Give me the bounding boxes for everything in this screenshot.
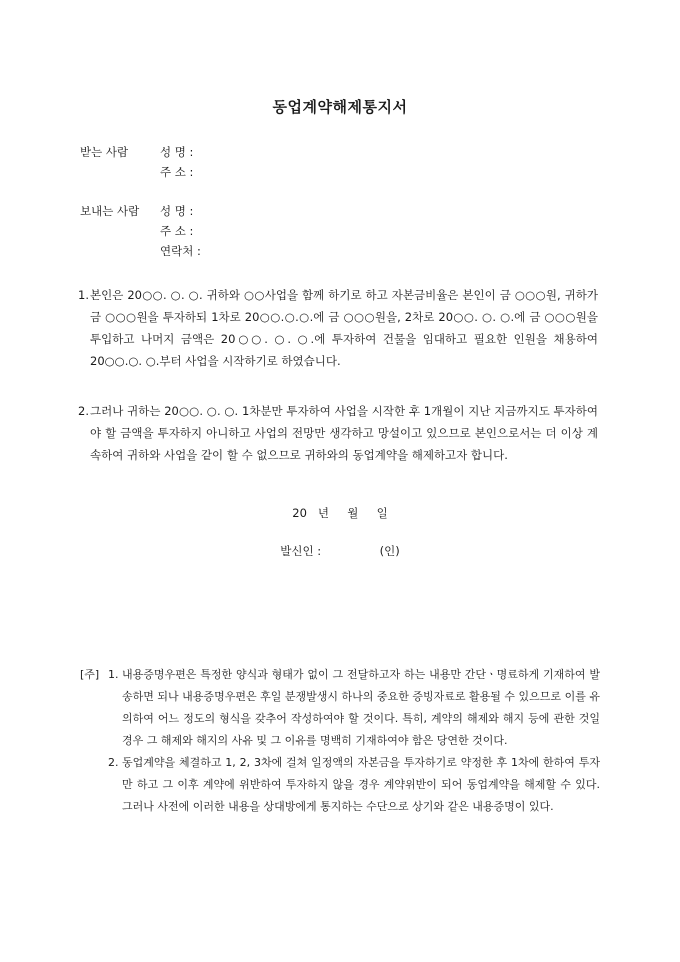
signer-line: 발신인 : (인)	[280, 544, 400, 558]
sender-name-label: 성 명 :	[160, 204, 194, 218]
paragraph	[78, 400, 598, 466]
paragraph	[78, 284, 598, 372]
note-item	[108, 664, 600, 752]
note-text: 동업계약을 체결하고 1, 2, 3차에 걸쳐 일정액의 자본금을 투자하기로 약정한 후 1차에 한하여 투자만 하고 그 이후 계약에 위반하여 투자하지 않을 경우 계약위반이 되어 동업계약을 해제할 수 있다. 그러나 사전에 이러한 내용을 상대방에게 통지하는 수단으로 상기와 같은 내용증명이 있다.	[122, 756, 600, 813]
paragraph-text: 그러나 귀하는 20○○. ○. ○. 1차분만 투자하여 사업을 시작한 후 1개월이 지난 지금까지도 투자하여야 할 금액을 투자하지 아니하고 사업의 전망만 생각하고 망설이고 있으므로 본인으로서는 더 이상 계속하여 귀하와 사업을 같이 할 수 없으므로 귀하와의 동업계약을 해제하고자 합니다.	[90, 404, 598, 462]
note-number: 2.	[108, 756, 119, 769]
notes-tag: [주]	[80, 668, 100, 681]
recipient-role: 받는 사람	[80, 145, 129, 159]
body-paragraph-1	[78, 284, 598, 372]
notes-block	[80, 664, 600, 818]
body-paragraph-2	[78, 400, 598, 466]
note-text: 내용증명우편은 특정한 양식과 형태가 없이 그 전달하고자 하는 내용만 간단ㆍ명료하게 기재하여 발송하면 되나 내용증명우편은 후일 분쟁발생시 하나의 중요한 증빙자료로 활용될 수 있으므로 이를 유의하여 어느 정도의 형식을 갖추어 작성하여야 할 것이다. 특히, 계약의 해제와 해지 등에 관한 것일 경우 그 해제와 해지의 사유 및 그 이유를 명백히 기재하여야 함은 당연한 것이다.	[122, 668, 600, 747]
recipient-name-label: 성 명 :	[160, 145, 194, 159]
note-number: 1.	[108, 668, 119, 681]
sender-role: 보내는 사람	[80, 204, 140, 218]
recipient-address-label: 주 소 :	[160, 165, 194, 179]
paragraph-number: 1.	[78, 288, 89, 302]
date-line: 20 년 월 일	[292, 506, 388, 520]
paragraph-text: 본인은 20○○. ○. ○. 귀하와 ○○사업을 함께 하기로 하고 자본금비율은 본인이 금 ○○○원, 귀하가 금 ○○○원을 투자하되 1차로 20○○.○.○.에 금 ○○○원을, 2차로 20○○. ○. ○.에 금 ○○○원을 투입하고 나머지 금액은 20○○. ○. ○.에 투자하여 건물을 임대하고 필요한 인원을 채용하여 20○○.○. ○.부터 사업을 시작하기로 하였습니다.	[90, 288, 598, 368]
document-title: 동업계약해제통지서	[272, 98, 408, 116]
note-item	[108, 752, 600, 818]
sender-contact-label: 연락처 :	[160, 244, 201, 258]
paragraph-number: 2.	[78, 404, 89, 418]
sender-address-label: 주 소 :	[160, 224, 194, 238]
